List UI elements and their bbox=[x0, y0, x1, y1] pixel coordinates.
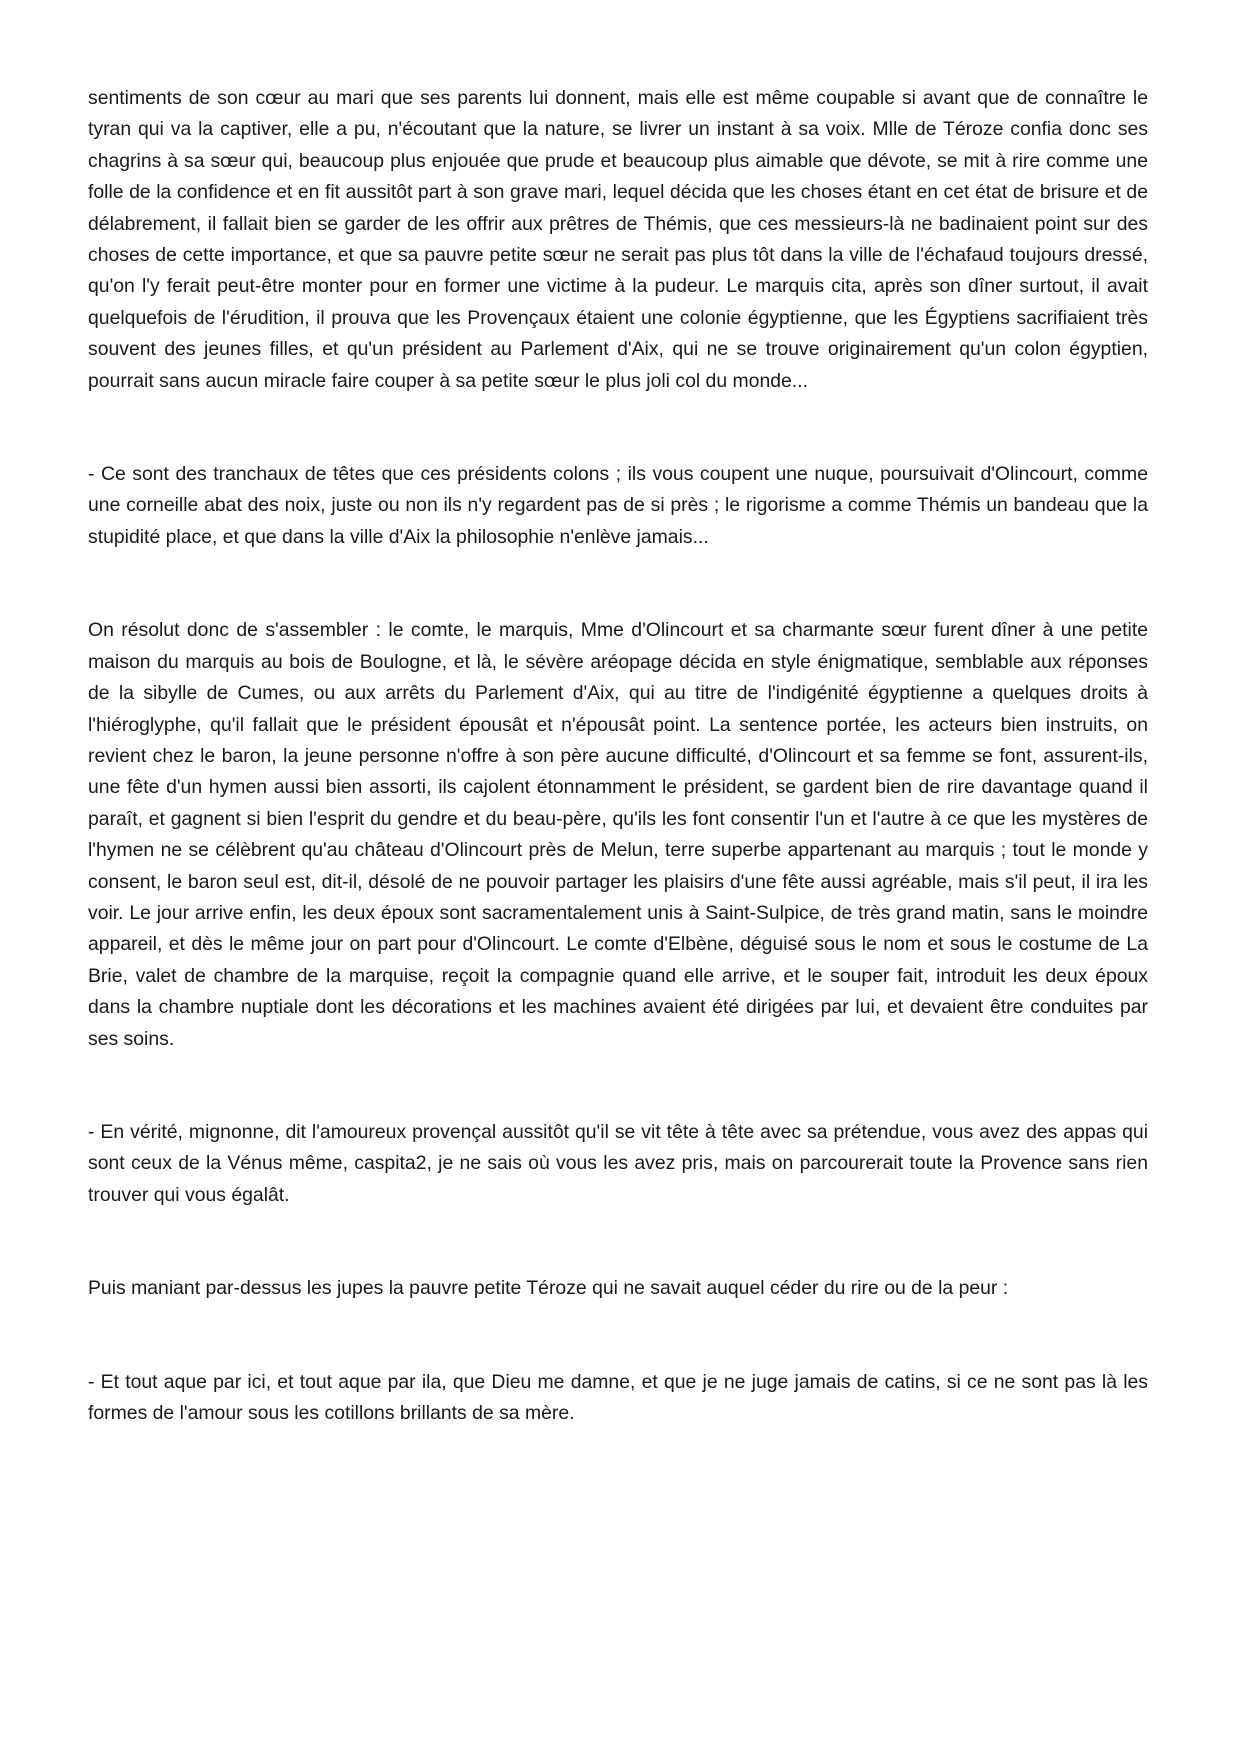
paragraph-1: sentiments de son cœur au mari que ses parents lui donnent, mais elle est même coupable si avant que de connaître le tyran qui va la captiver, elle a pu, n'écoutant que la nature, se livrer un instant à sa voix. Mlle de Téroze confia donc ses chagrins à sa sœur qui, beaucoup plus enjouée que prude et beaucoup plus aimable que dévote, se mit à rire comme une folle de la confidence et en fit aussitôt part à son grave mari, lequel décida que les choses étant en cet état de brisure et de délabrement, il fallait bien se garder de les offrir aux prêtres de Thémis, que ces messieurs-là ne badinaient point sur des choses de cette importance, et que sa pauvre petite sœur ne serait pas plus tôt dans la ville de l'échafaud toujours dressé, qu'on l'y ferait peut-être monter pour en former une victime à la pudeur. Le marquis cita, après son dîner surtout, il avait quelquefois de l'érudition, il prouva que les Provençaux étaient une colonie égyptienne, que les Égyptiens sacrifiaient très souvent des jeunes filles, et qu'un président au Parlement d'Aix, qui ne se trouve originairement qu'un colon égyptien, pourrait sans aucun miracle faire couper à sa petite sœur le plus joli col du monde... bbox=[88, 87, 1148, 392]
paragraph-6-dialogue: - Et tout aque par ici, et tout aque par ila, que Dieu me damne, et que je ne juge jamais de catins, si ce ne sont pas là les formes de l'amour sous les cotillons brillants de sa mère. bbox=[88, 1370, 1148, 1424]
paragraph-3: On résolut donc de s'assembler : le comte, le marquis, Mme d'Olincourt et sa charmante sœur furent dîner à une petite maison du marquis au bois de Boulogne, et là, le sévère aréopage décida en style énigmatique, semblable aux réponses de la sibylle de Cumes, ou aux arrêts du Parlement d'Aix, qui au titre de l'indigénité égyptienne a quelques droits à l'hiéroglyphe, qu'il fallait que le président épousât et n'épousât point. La sentence portée, les acteurs bien instruits, on revient chez le baron, la jeune personne n'offre à son père aucune difficulté, d'Olincourt et sa femme se font, assurent-ils, une fête d'un hymen aussi bien assorti, ils cajolent étonnamment le président, se gardent bien de rire davantage quand il paraît, et gagnent si bien l'esprit du gendre et du beau-père, qu'ils les font consentir l'un et l'autre à ce que les mystères de l'hymen ne se célèbrent qu'au château d'Olincourt près de Melun, terre superbe appartenant au marquis ; tout le monde y consent, le baron seul est, dit-il, désolé de ne pouvoir partager les plaisirs d'une fête aussi agréable, mais s'il peut, il ira les voir. Le jour arrive enfin, les deux époux sont sacramentalement unis à Saint-Sulpice, de très grand matin, sans le moindre appareil, et dès le même jour on part pour d'Olincourt. Le comte d'Elbène, déguisé sous le nom et sous le costume de La Brie, valet de chambre de la marquise, reçoit la compagnie quand elle arrive, et le souper fait, introduit les deux époux dans la chambre nuptiale dont les décorations et les machines avaient été dirigées par lui, et devaient être conduites par ses soins. bbox=[88, 619, 1148, 1050]
paragraph-4-dialogue: - En vérité, mignonne, dit l'amoureux provençal aussitôt qu'il se vit tête à tête avec sa prétendue, vous avez des appas qui sont ceux de la Vénus même, caspita2, je ne sais où vous les avez pris, mais on parcourerait toute la Provence sans rien trouver qui vous égalât. bbox=[88, 1120, 1148, 1206]
paragraph-2-dialogue: - Ce sont des tranchaux de têtes que ces présidents colons ; ils vous coupent une nuque, poursuivait d'Olincourt, comme une corneille abat des noix, juste ou non ils n'y regardent pas de si près ; le rigorisme a comme Thémis un bandeau que la stupidité place, et que dans la ville d'Aix la philosophie n'enlève jamais... bbox=[88, 463, 1148, 548]
document-body bbox=[88, 83, 1148, 1429]
paragraph-5: Puis maniant par-dessus les jupes la pauvre petite Téroze qui ne savait auquel céder du rire ou de la peur : bbox=[88, 1277, 1009, 1300]
